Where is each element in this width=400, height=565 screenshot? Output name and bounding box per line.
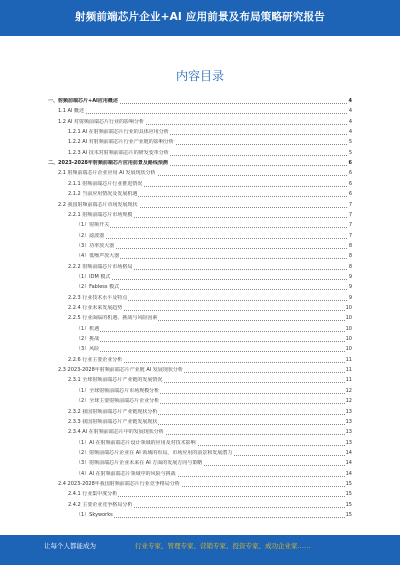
toc-entry-text: 2.1.2 当前应用情况及发展机遇 <box>68 191 138 198</box>
toc-entry-text: （1）Skyworks <box>76 512 113 518</box>
toc-entry-text: 1.2.1 AI 在射频前端芯片行业的具体应用分析 <box>68 129 169 136</box>
toc-page-number: 7 <box>348 211 352 218</box>
toc-entry-text: （2）Fabless 模式 <box>76 284 120 291</box>
toc-page-number: 10 <box>345 315 352 322</box>
toc-page-number: 4 <box>348 129 352 136</box>
toc-page-number: 9 <box>348 284 352 291</box>
toc-page-number: 13 <box>345 429 352 436</box>
toc-page-number: 13 <box>345 439 352 446</box>
toc-leader-dots <box>76 279 347 280</box>
toc-page-number: 8 <box>348 253 352 260</box>
toc-page-number: 4 <box>348 108 352 115</box>
toc-page-number: 15 <box>345 512 352 518</box>
toc-heading: 内容目录 <box>175 69 224 83</box>
toc-page-number: 6 <box>348 160 352 167</box>
toc-page-number: 9 <box>348 273 352 280</box>
toc-entry-text: （2）全球主要射频前端芯片企业分析 <box>76 398 160 405</box>
toc-entry-text: 2.2.4 行业未来发展趋势 <box>68 305 123 311</box>
toc-entry-text: （4）AI 在射频前端芯片领域中的风险与挑战 <box>76 470 176 477</box>
toc-entry[interactable] <box>76 284 352 291</box>
toc-entry-text: 二、2023-2028年射频前端芯片应用前景及路线预测 <box>48 160 168 167</box>
toc-page-number: 13 <box>345 418 352 425</box>
toc-page-number: 6 <box>348 180 352 187</box>
toc-entry-text: 2.2.1 射频前端芯片市场规模 <box>68 211 133 218</box>
toc-entry[interactable] <box>76 326 352 333</box>
toc-entry-text: 2.1 射频前端芯片企业应用 AI 发展现状分析 <box>58 170 156 177</box>
toc-entry[interactable] <box>48 160 352 167</box>
toc-page-number: 11 <box>345 377 352 384</box>
toc-entry[interactable] <box>76 471 352 478</box>
toc-entry-text: 2.4.2 主要企业竞争格局分析 <box>68 501 133 508</box>
toc-leader-dots <box>76 238 347 239</box>
toc-entry-text: 2.3.3 我国射频前端芯片产业链发展现状 <box>68 418 158 425</box>
toc-page-number: 10 <box>345 325 352 332</box>
toc-entry[interactable] <box>76 346 352 353</box>
toc-entry-text: （2）滤波器 <box>76 232 105 239</box>
toc-page-number: 11 <box>345 356 352 363</box>
toc-entry[interactable] <box>76 512 352 519</box>
toc-entry-text: （1）机遇 <box>76 325 100 332</box>
toc-entry[interactable] <box>68 139 352 146</box>
toc-page-number: 13 <box>345 408 352 415</box>
toc-page-number: 11 <box>345 367 352 374</box>
toc-entry-text: （3）功率放大器 <box>76 242 115 249</box>
toc-page-number: 5 <box>348 139 352 146</box>
toc-page-number: 7 <box>348 201 352 208</box>
toc-entry-text: （2）挑战 <box>76 336 100 343</box>
toc-entry[interactable] <box>68 315 352 322</box>
toc-entry-text: 一、射频前端芯片+AI应用概述 <box>48 98 118 104</box>
toc-leader-dots <box>76 341 347 342</box>
report-title: 射频前端芯片企业+AI 应用前景及布局策略研究报告 <box>75 11 325 23</box>
toc-entry[interactable] <box>68 295 352 302</box>
toc-entry-text: 2.3.4 AI 在射频前端芯片中的发展现状分析 <box>68 429 164 436</box>
toc-page-number: 15 <box>345 480 352 487</box>
toc-entry-text: 2.4.1 行业集中度分析 <box>68 491 118 498</box>
toc-leader-dots <box>76 248 347 249</box>
toc-entry-text: 1.1 AI 概述 <box>58 108 85 115</box>
toc-entry[interactable] <box>68 129 352 136</box>
toc-page-number: 15 <box>345 501 352 508</box>
toc-entry[interactable] <box>68 181 352 188</box>
toc-page-number: 15 <box>345 491 352 498</box>
toc-page-number: 6 <box>348 191 352 198</box>
footer-bar <box>0 535 400 565</box>
toc-page-number: 12 <box>345 398 352 405</box>
toc-entry-text: 2.2.2 射频前端芯片市场格局 <box>68 263 133 270</box>
toc-page-number: 7 <box>348 222 352 229</box>
toc-page-number: 5 <box>348 149 352 156</box>
toc-page-number: 12 <box>345 387 352 394</box>
toc-entry-text: （3）风险 <box>76 346 100 353</box>
toc-entry[interactable] <box>48 98 352 105</box>
toc-leader-dots <box>76 517 347 518</box>
toc-entry[interactable] <box>58 108 352 115</box>
toc-entry-text: （2）射频前端芯片企业在 AI 领域的布局，市场应用的前景和发展潜力 <box>76 449 233 456</box>
toc-page-number: 10 <box>345 305 352 311</box>
toc-entry[interactable] <box>68 409 352 416</box>
toc-entry[interactable] <box>68 264 352 271</box>
toc-page-number: 10 <box>345 346 352 353</box>
toc-entry-text: （3）射频前端芯片企业未来在 AI 方面的发展方向与策略 <box>76 460 203 467</box>
toc-entry-text: 2.2.6 行业主要企业分析 <box>68 356 123 363</box>
toc-entry-text: 2.2 我国射频前端芯片市场发展现状 <box>58 201 138 208</box>
toc-page-number: 14 <box>345 460 352 467</box>
toc-entry-text: 2.4 2023-2028年我国射频前端芯片行业竞争格局分析 <box>58 480 180 487</box>
toc-entry-text: 2.1.1 射频前端芯片行业推进情况 <box>68 180 143 187</box>
toc-entry[interactable] <box>68 191 352 198</box>
toc-entry-text: （1）射频开关 <box>76 222 110 229</box>
toc-page-number: 10 <box>345 336 352 343</box>
toc-entry[interactable] <box>68 491 352 498</box>
toc-page-number: 14 <box>345 470 352 477</box>
toc-entry[interactable] <box>68 502 352 509</box>
toc-entry-text: （1）AI 在射频前端芯片设计领域的应用及对技术影响 <box>76 439 196 446</box>
toc-entry-text: 2.2.5 行业面临的机遇、挑战与风险因素 <box>68 315 158 322</box>
toc-entry[interactable] <box>58 119 352 126</box>
toc-page-number: 6 <box>348 170 352 177</box>
toc-entry-text: （4）低噪声放大器 <box>76 253 120 260</box>
toc-entry[interactable] <box>68 305 352 312</box>
toc-entry[interactable] <box>68 377 352 384</box>
toc-entry[interactable] <box>58 202 352 209</box>
toc-leader-dots <box>76 331 347 332</box>
toc-entry-text: 2.3 2023-2028年射频前端芯片产业链 AI 发展现状分析 <box>58 367 183 374</box>
toc-entry-text: 1.2 AI 对射频前端芯片行业的影响分析 <box>58 118 145 125</box>
toc-entry[interactable] <box>68 419 352 426</box>
toc-entry-text: 2.2.3 行业技术水平及特点 <box>68 294 128 301</box>
toc-entry[interactable] <box>58 481 352 488</box>
toc-entry-text: 1.2.3 AI 技术对射频前端芯片的研发变革分析 <box>68 149 169 156</box>
toc-entry[interactable] <box>76 388 352 395</box>
toc-page-number: 8 <box>348 263 352 270</box>
footer-experts-list: 行业专家、管理专家、营销专家、投资专家、成功企业家…… <box>135 542 311 550</box>
toc-entry[interactable] <box>76 398 352 405</box>
toc-entry[interactable] <box>76 440 352 447</box>
toc-leader-dots <box>76 227 347 228</box>
toc-entry[interactable] <box>76 336 352 343</box>
toc-entry[interactable] <box>76 222 352 229</box>
toc-page-number: 8 <box>348 242 352 249</box>
toc-entry[interactable] <box>76 253 352 260</box>
toc-entry[interactable] <box>68 150 352 157</box>
toc-entry[interactable] <box>76 233 352 240</box>
toc-entry[interactable] <box>76 243 352 250</box>
toc-page-number: 7 <box>348 232 352 239</box>
toc-entry-text: 1.2.2 AI 对射频前端芯片行业产业链的影响分析 <box>68 139 174 146</box>
toc-page-number: 9 <box>348 294 352 301</box>
toc-entry[interactable] <box>68 429 352 436</box>
toc-entry[interactable] <box>68 212 352 219</box>
toc-entry-text: 2.3.2 我国射频前端芯片产业链现状分析 <box>68 408 158 415</box>
toc-entry[interactable] <box>58 367 352 374</box>
toc-entry[interactable] <box>68 357 352 364</box>
toc-entry-text: （1）全球射频前端芯片市场规模分析 <box>76 387 160 394</box>
toc-page-number: 4 <box>348 118 352 125</box>
footer-slogan: 让每个人都能成为 <box>44 542 96 550</box>
toc-entry-text: 2.3.1 全球射频前端芯片产业链的发展情况 <box>68 377 163 384</box>
toc-page-number: 14 <box>345 449 352 456</box>
toc-entry-text: （1）IDM 模式 <box>76 273 111 280</box>
toc-leader-dots <box>58 113 347 114</box>
toc-entry[interactable] <box>76 450 352 457</box>
toc-entry[interactable] <box>58 170 352 177</box>
toc-entry[interactable] <box>76 274 352 281</box>
toc-leader-dots <box>76 351 347 352</box>
toc-entry[interactable] <box>76 460 352 467</box>
toc-page-number: 4 <box>348 98 352 104</box>
